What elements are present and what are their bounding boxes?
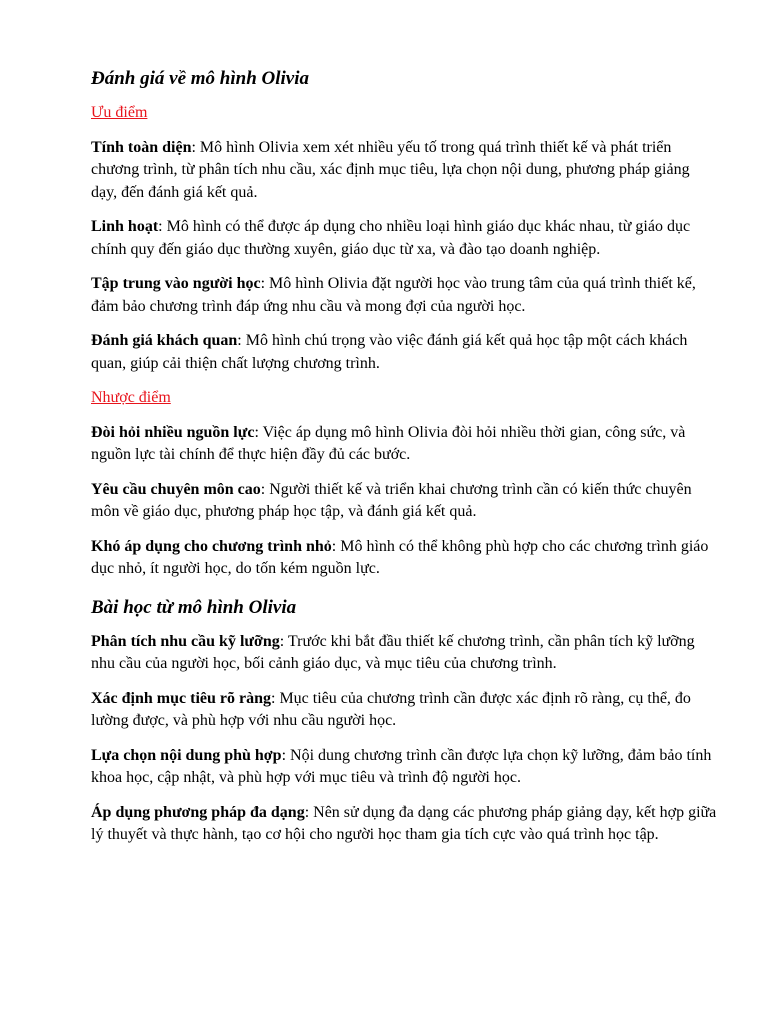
lesson-text: : Mục tiêu của chương trình cần được xác định rõ ràng, cụ thể, đo lường được, và phù hợp với nhu cầu người học. [91, 689, 691, 729]
advantage-term: Tập trung vào người học [91, 275, 261, 292]
advantage-item [91, 137, 718, 205]
lesson-text: : Nên sử dụng đa dạng các phương pháp giảng dạy, kết hợp giữa lý thuyết và thực hành, tạo cơ hội cho người học tham gia tích cực vào quá trình học tập. [91, 803, 717, 843]
advantage-item [91, 330, 718, 375]
advantage-item [91, 216, 718, 261]
disadvantage-term: Khó áp dụng cho chương trình nhỏ [91, 537, 332, 555]
lesson-item [91, 688, 718, 733]
lesson-term: Phân tích nhu cầu kỹ lưỡng [91, 632, 280, 650]
disadvantage-term: Yêu cầu chuyên môn cao [91, 480, 261, 498]
section-title-lessons: Bài học từ mô hình Olivia [91, 596, 297, 618]
subheading-advantages: Ưu điểm [91, 104, 148, 121]
disadvantage-text: : Mô hình có thể không phù hợp cho các chương trình giáo dục nhỏ, ít người học, do tốn kém nguồn lực. [91, 537, 709, 577]
disadvantage-text: : Việc áp dụng mô hình Olivia đòi hỏi nhiều thời gian, công sức, và nguồn lực tài chính để thực hiện đầy đủ các bước. [91, 423, 686, 463]
advantage-text: : Mô hình có thể được áp dụng cho nhiều loại hình giáo dục khác nhau, từ giáo dục chính quy đến giáo dục thường xuyên, giáo dục từ xa, và đào tạo doanh nghiệp. [91, 218, 691, 258]
lesson-term: Lựa chọn nội dung phù hợp [91, 746, 282, 764]
lesson-item [91, 745, 718, 790]
disadvantage-text: : Người thiết kế và triển khai chương trình cần có kiến thức chuyên môn về giáo dục, phương pháp học tập, và đánh giá kết quả. [91, 480, 692, 520]
advantage-term: Đánh giá khách quan [91, 332, 238, 349]
disadvantage-item [91, 479, 718, 524]
advantage-text: : Mô hình Olivia xem xét nhiều yếu tố trong quá trình thiết kế và phát triển chương trình, từ phân tích nhu cầu, xác định mục tiêu, lựa chọn nội dung, phương pháp giảng dạy, đến đánh giá kết quả. [91, 138, 690, 201]
lesson-item [91, 802, 718, 847]
disadvantage-item [91, 422, 718, 467]
subheading-disadvantages: Nhược điểm [91, 389, 171, 406]
disadvantage-term: Đòi hỏi nhiều nguồn lực [91, 423, 255, 441]
lesson-item [91, 631, 718, 676]
advantage-text: : Mô hình Olivia đặt người học vào trung tâm của quá trình thiết kế, đảm bảo chương trình đáp ứng nhu cầu và mong đợi của người học. [91, 275, 696, 315]
lesson-term: Xác định mục tiêu rõ ràng [91, 689, 271, 707]
lesson-term: Áp dụng phương pháp đa dạng [91, 803, 305, 821]
advantage-term: Tính toàn diện [91, 138, 192, 156]
advantage-term: Linh hoạt [91, 218, 159, 235]
lesson-text: : Trước khi bắt đầu thiết kế chương trình, cần phân tích kỹ lưỡng nhu cầu của người học, bối cảnh giáo dục, và mục tiêu của chương trình. [91, 632, 695, 672]
lesson-text: : Nội dung chương trình cần được lựa chọn kỹ lưỡng, đảm bảo tính khoa học, cập nhật, và phù hợp với mục tiêu và trình độ người học. [91, 746, 712, 786]
advantage-text: : Mô hình chú trọng vào việc đánh giá kết quả học tập một cách khách quan, giúp cải thiện chất lượng chương trình. [91, 332, 688, 372]
section-title-evaluation: Đánh giá về mô hình Olivia [91, 68, 309, 89]
advantage-item [91, 273, 718, 318]
disadvantage-item [91, 536, 718, 581]
